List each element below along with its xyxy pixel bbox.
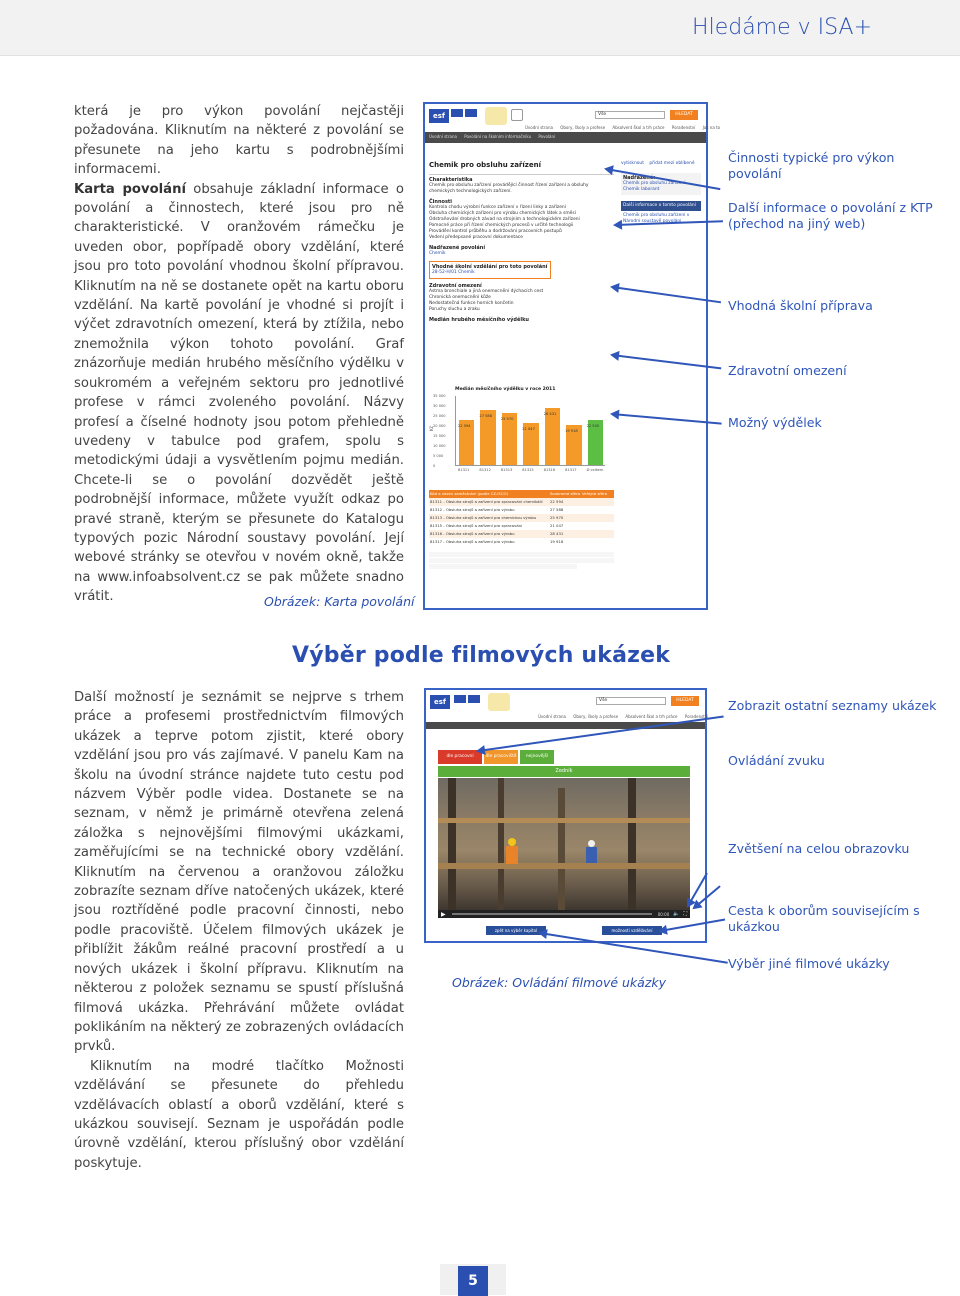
table-row: [429, 506, 614, 514]
chart-bar: [480, 410, 495, 465]
cinnost-item: Kontrola chodu výrobní funkce zařízení v řízení linky a zařízení: [429, 205, 566, 210]
tab-green-nejnovejsi[interactable]: nejnovější: [520, 750, 554, 764]
annotation-ovladani-zvuku: Ovládání zvuku: [728, 753, 825, 768]
chart-y-tick: 15 000: [433, 434, 446, 438]
ktp-link[interactable]: Chemik pro obsluhu zařízení v Národní soustavě povolání: [623, 213, 690, 224]
video-frame[interactable]: [438, 778, 690, 910]
table-cell: 81315 - Obsluha strojů a zařízení pro zpracování: [430, 523, 523, 528]
menu-item-home[interactable]: Úvodní strana: [525, 125, 553, 130]
figure-caption-2: Obrázek: Ovládání filmové ukázky: [452, 975, 667, 990]
table-row: [429, 530, 614, 538]
msmt-logo-icon: [485, 107, 507, 125]
print-favorites: [621, 161, 701, 167]
video-controls: [438, 910, 690, 918]
menu-bar: [525, 125, 720, 130]
table-cell: [581, 514, 614, 522]
time-display: 00:00: [657, 911, 670, 917]
table-cell: 27 588: [550, 507, 564, 512]
chart-y-tick: 0: [433, 464, 436, 468]
msmt-logo-icon: [488, 693, 510, 711]
chart-x-tick: 81316: [543, 468, 556, 472]
video-player-screenshot: [424, 688, 707, 943]
footnote-line: [429, 558, 614, 563]
search-button[interactable]: HLEDAT: [670, 110, 698, 120]
scaffold-post: [628, 778, 636, 910]
annotation-ostatni-seznamy: Zobrazit ostatní seznamy ukázek: [728, 698, 937, 713]
karta-povolani-term: Karta povolání: [74, 181, 186, 197]
divider: [429, 174, 614, 175]
zdrav-item: Nedostatečná funkce horních končetin: [429, 301, 514, 306]
progress-bar[interactable]: [452, 913, 652, 915]
intro-paragraph-2-text: obsahuje základní informace o povolání a činnostech, které jsou pro ně charakteristické. V oranžovém rámečku je uveden obor, popřípadě obory vzdělání, které jsou pro toto povolání vhodnou školní přípravou. Kliknutím na ně se dostanete opět na kartu oboru vzdělání. Na kartě povolání je vhodné si projít i výčet zdravotních omezení, která by ztížila, nebo znemožnila výkon tohoto povolání. Graf znázorňuje medián hrubého měsíčního výdělku v soukromém a veřejném sektoru pro jednotlivé profese v rámci zvoleného povolání. Názvy profesí a číselné hodnoty jsou potom přehledně uvedeny v tabulce pod grafem, spolu s metodickými údaji a vysvětlením pojmu medián. Chcete-li se o povolání dozvědět ještě podrobnější informace, můžete využít odkaz po pravé straně, kterým se přesunete do Katalogu typových pozic Národní soustavy povolání. Její webové stránky se otevřou v novém okně, takže na www.infoabsolvent.cz se pak můžete snadno vrátit.: [74, 181, 404, 605]
chart-x-tick: 81313: [500, 468, 513, 472]
table-cell: 81317 - Obsluha strojů a zařízení pro výrobu: [430, 539, 515, 544]
print-link[interactable]: vytisknout: [621, 161, 644, 166]
charakteristika-text: Chemik pro obsluhu zařízení provádějící činnost řízení zařízení a obsluhy chemických technologických zařízení.: [429, 183, 589, 194]
tab-orange-pracoviste[interactable]: dle pracoviště: [484, 750, 518, 764]
section-cinnosti: Činnosti: [429, 199, 453, 205]
annotation-vydelek: Možný výdělek: [728, 415, 822, 430]
film-text-column: [74, 688, 404, 1173]
annotation-zdravotni: Zdravotní omezení: [728, 363, 847, 378]
scaffold-beam: [438, 863, 690, 869]
table-body: [429, 498, 614, 546]
search-select-2[interactable]: Vše: [596, 697, 666, 705]
table-head-cell: Soukromá sféra: [550, 491, 580, 496]
chart-data-label: 21 047: [522, 426, 535, 431]
chart-data-label: 28 431: [543, 412, 557, 417]
chart-data-label: 22 500: [586, 424, 600, 428]
annotation-cinnosti: Činnosti typické pro výkon povolání: [728, 150, 895, 181]
chart-x-tick: 81311: [458, 468, 470, 472]
menu-item-jak[interactable]: Jak na to: [702, 125, 721, 130]
screenshot2-logo-bar: [426, 690, 709, 722]
scaffold-beam: [438, 818, 690, 823]
table-cell: [581, 498, 614, 506]
career-title: Chemik pro obsluhu zařízení: [429, 161, 541, 169]
table-cell: 81311 - Obsluha strojů a zařízení pro zpracování chemikálií: [430, 499, 543, 504]
menu-item-poradenstvi[interactable]: Poradenství: [684, 714, 709, 719]
chart-x-tick: 81312: [479, 468, 491, 472]
annotation-skolni: Vhodná školní příprava: [728, 298, 873, 313]
sidebar-header: Nadřazené:: [623, 175, 656, 181]
intro-paragraph-2: [74, 180, 404, 607]
salary-chart: [429, 386, 614, 478]
eu-flag-icon-2: [465, 109, 477, 117]
table-cell: 81313 - Obsluha strojů a zařízení pro chemickou výrobu: [430, 515, 537, 520]
chart-y-tick: 5 000: [433, 454, 444, 458]
annotation-fullscreen: Zvětšení na celou obrazovku: [728, 841, 910, 856]
table-cell: 81316 - Obsluha strojů a zařízení pro výrobu: [430, 531, 515, 536]
sidebar-link-1[interactable]: Chemik pro obsluhu zařízení: [623, 181, 686, 186]
cinnosti-list: [429, 205, 614, 241]
breadcrumb: [425, 132, 706, 143]
chart-ylabel: Kč: [429, 425, 435, 432]
table-row: [429, 498, 614, 506]
chart-data-label: 25 970: [500, 417, 514, 422]
zdrav-item: Astma bronchiale a jiná onemocnění dýchacích cest: [429, 289, 544, 294]
breadcrumb-item-1[interactable]: Úvodní strana: [429, 134, 457, 139]
table-cell: [581, 538, 614, 546]
menu-item-absolvent[interactable]: Absolvent škol a trh práce: [625, 714, 678, 719]
table-cell: 21 047: [550, 523, 564, 528]
chart-bar: [545, 408, 560, 465]
table-header: [429, 490, 614, 498]
zdravotni-list: [429, 289, 614, 313]
zdrav-item: Poruchy sluchu a zraku: [429, 307, 480, 312]
fullscreen-icon[interactable]: ⛶: [683, 911, 687, 917]
tab-red-pracovni-cinnost[interactable]: dle pracovní: [438, 750, 482, 764]
table-cell: 22 594: [550, 499, 564, 504]
table-head-cell: Veřejná sféra: [582, 491, 607, 496]
favorites-link[interactable]: přidat mezi oblíbené: [649, 161, 695, 166]
sidebar-link-2[interactable]: Chemik laborant: [623, 187, 660, 192]
volume-icon[interactable]: 🔈: [673, 911, 680, 917]
chart-y-tick: 35 000: [433, 394, 446, 398]
intro-text-column: [74, 102, 404, 607]
cinnost-item: Provádění kontrol průběhu a dodržování pracovních postupů: [429, 229, 562, 234]
scaffold-post: [498, 778, 504, 910]
scaffold-post: [558, 788, 565, 910]
chart-plot-area: [455, 396, 605, 466]
eu-flag-icon: [454, 695, 466, 703]
chart-x-tick: 81317: [565, 468, 577, 472]
table-head-cell: Kód a název zaměstnání (podle CZ-ISCO): [430, 491, 508, 496]
search-select[interactable]: Vše: [595, 111, 665, 119]
table-cell: [581, 530, 614, 538]
chart-data-label: 19 918: [565, 429, 578, 434]
intro-paragraph-1: která je pro výkon povolání nejčastěji požadována. Kliknutím na některé z povolání se přesunete na jeho kartu s podrobnějšími informacemi.: [74, 104, 404, 178]
worker-figure: [506, 846, 518, 864]
footnote-line: [429, 552, 614, 557]
chart-title: Medián měsíčního výdělku v roce 2011: [455, 387, 556, 392]
section-nadrazene: Nadřazené povolání: [429, 245, 486, 251]
worker-helmet: [588, 840, 595, 847]
back-to-chapters-button[interactable]: zpět na výběr kapitol: [486, 926, 546, 935]
eu-flag-icon-2: [468, 695, 480, 703]
zdrav-item: Chronická onemocnění kůže: [429, 295, 491, 300]
table-cell: 25 970: [550, 515, 564, 520]
cinnost-item: Odstraňování drobných závad na strojním a technologickém zařízení: [429, 217, 580, 222]
page-number: 5: [458, 1266, 488, 1296]
play-icon[interactable]: ▶: [441, 910, 446, 918]
esf-logo-icon: esf: [429, 109, 449, 123]
menu-bar-2: [538, 714, 708, 719]
section-charakteristika: Charakteristika: [429, 177, 473, 183]
eu-flag-icon: [451, 109, 463, 117]
esf-logo-icon: esf: [430, 695, 450, 709]
chart-y-tick: 20 000: [433, 424, 446, 428]
chart-x-tick: 81315: [522, 468, 534, 472]
film-paragraph-1: Další možností je seznámit se nejprve s trhem práce a profesemi prostřednictvím filmových ukázek a teprve potom zjistit, které obory vzdělání jsou pro vás zajímavé. V panelu Kam na školu na úvodní stránce najdete tuto cestu pod názvem Výběr podle videa. Dostanete se na seznam, v němž je primárně otevřena zelená záložka s nejnovějšími filmovými ukázkami, zaměřujícími se na technické obory vzdělání. Kliknutím na červenou a oranžovou záložku zobrazíte seznam dříve natočených ukázek, které jsou roztříděné podle pracovní činnosti, nebo podle pracoviště. Účelem filmových ukázek je přiblížit žákům reálné pracovní prostředí a u nových ukázek i školní přípravu. Kliknutím na některou z položek seznamu se spustí příslušná filmová ukázka. Přehrávání můžete ovládat poklikáním na některý ze zobrazených ovládacích prvků.: [74, 690, 404, 1055]
worker-helmet: [508, 838, 516, 846]
table-row: [429, 522, 614, 530]
education-options-button[interactable]: možnosti vzdělávání: [602, 926, 662, 935]
salary-table: [429, 490, 614, 569]
annotation-cesta-k-oborum: Cesta k oborům souvisejícím s ukázkou: [728, 903, 920, 934]
table-row: [429, 514, 614, 522]
table-row: [429, 538, 614, 546]
search-button-2[interactable]: HLEDAT: [671, 696, 699, 706]
video-title-bar: Zedník: [438, 766, 690, 777]
menu-item-poradenstvi[interactable]: Poradenství: [671, 125, 696, 130]
chart-y-tick: 10 000: [433, 444, 446, 448]
film-paragraph-2: Kliknutím na modré tlačítko Možnosti vzdělávání se přesunete do přehledu vzdělávacích oblastí a oborů vzdělání, které s ukázkou souvisejí. Seznam je uspořádán podle úrovně vzdělání, kterou příslušný obor vzdělání poskytuje.: [74, 1058, 404, 1171]
chart-y-tick: 25 000: [433, 414, 446, 418]
section-zdravotni: Zdravotní omezení: [429, 283, 482, 289]
skolni-link[interactable]: 28-52-H/01 Chemik: [432, 270, 475, 275]
worker-figure: [586, 847, 597, 863]
nuv-logo-icon: [511, 109, 523, 121]
screenshot-logo-bar: [425, 104, 721, 132]
cinnost-item: Vedení předepsané pracovní dokumentace: [429, 235, 523, 240]
section-median: Medián hrubého měsíčního výdělku: [429, 317, 529, 323]
footnote-line: [429, 564, 577, 569]
breadcrumb-item-2[interactable]: Povolání na školním informačníku: [464, 134, 532, 139]
menu-item-home[interactable]: Úvodní strana: [538, 714, 566, 719]
chart-y-tick: 30 000: [433, 404, 446, 408]
table-cell: 19 918: [550, 539, 564, 544]
page-header-title: Hledáme v ISA+: [692, 15, 872, 40]
scaffold-post: [448, 778, 456, 910]
cinnost-item: Pomocné práce při řízení chemických procesů v určité technologii: [429, 223, 574, 228]
table-cell: 28 431: [550, 531, 564, 536]
table-cell: [581, 506, 614, 514]
table-cell: [581, 522, 614, 530]
section-skolni: Vhodné školní vzdělání pro toto povolání: [432, 264, 548, 270]
nadrazene-link[interactable]: Chemik: [429, 251, 446, 256]
chart-data-label: 22 594: [458, 423, 471, 428]
more-info-header: Další informace o tomto povolání: [621, 201, 701, 211]
table-footnote: [429, 552, 614, 569]
school-preparation-box: [429, 261, 551, 279]
career-sidebar: [621, 161, 701, 227]
annotation-ktp: Další informace o povolání z KTP (přechod na jiný web): [728, 200, 933, 231]
menu-item-absolvent[interactable]: Absolvent škol a trh práce: [612, 125, 665, 130]
menu-item-obory[interactable]: Obory, školy a profese: [573, 714, 619, 719]
table-cell: 81312 - Obsluha strojů a zařízení pro výrobu: [430, 507, 515, 512]
chart-data-label: 27 588: [479, 413, 492, 418]
section-title: Výběr podle filmových ukázek: [292, 643, 671, 668]
cinnost-item: Obsluha chemických zařízení pro výrobu chemických látek a směsí: [429, 211, 576, 216]
figure-caption-1: Obrázek: Karta povolání: [264, 594, 415, 609]
breadcrumb-item-3[interactable]: Povolání: [538, 134, 556, 139]
career-main-content: [429, 177, 614, 323]
annotation-vyber-ukazky: Výběr jiné filmové ukázky: [728, 956, 890, 971]
menu-item-obory[interactable]: Obory, školy a profese: [560, 125, 606, 130]
chart-x-tick: Ø celkem: [586, 468, 604, 472]
